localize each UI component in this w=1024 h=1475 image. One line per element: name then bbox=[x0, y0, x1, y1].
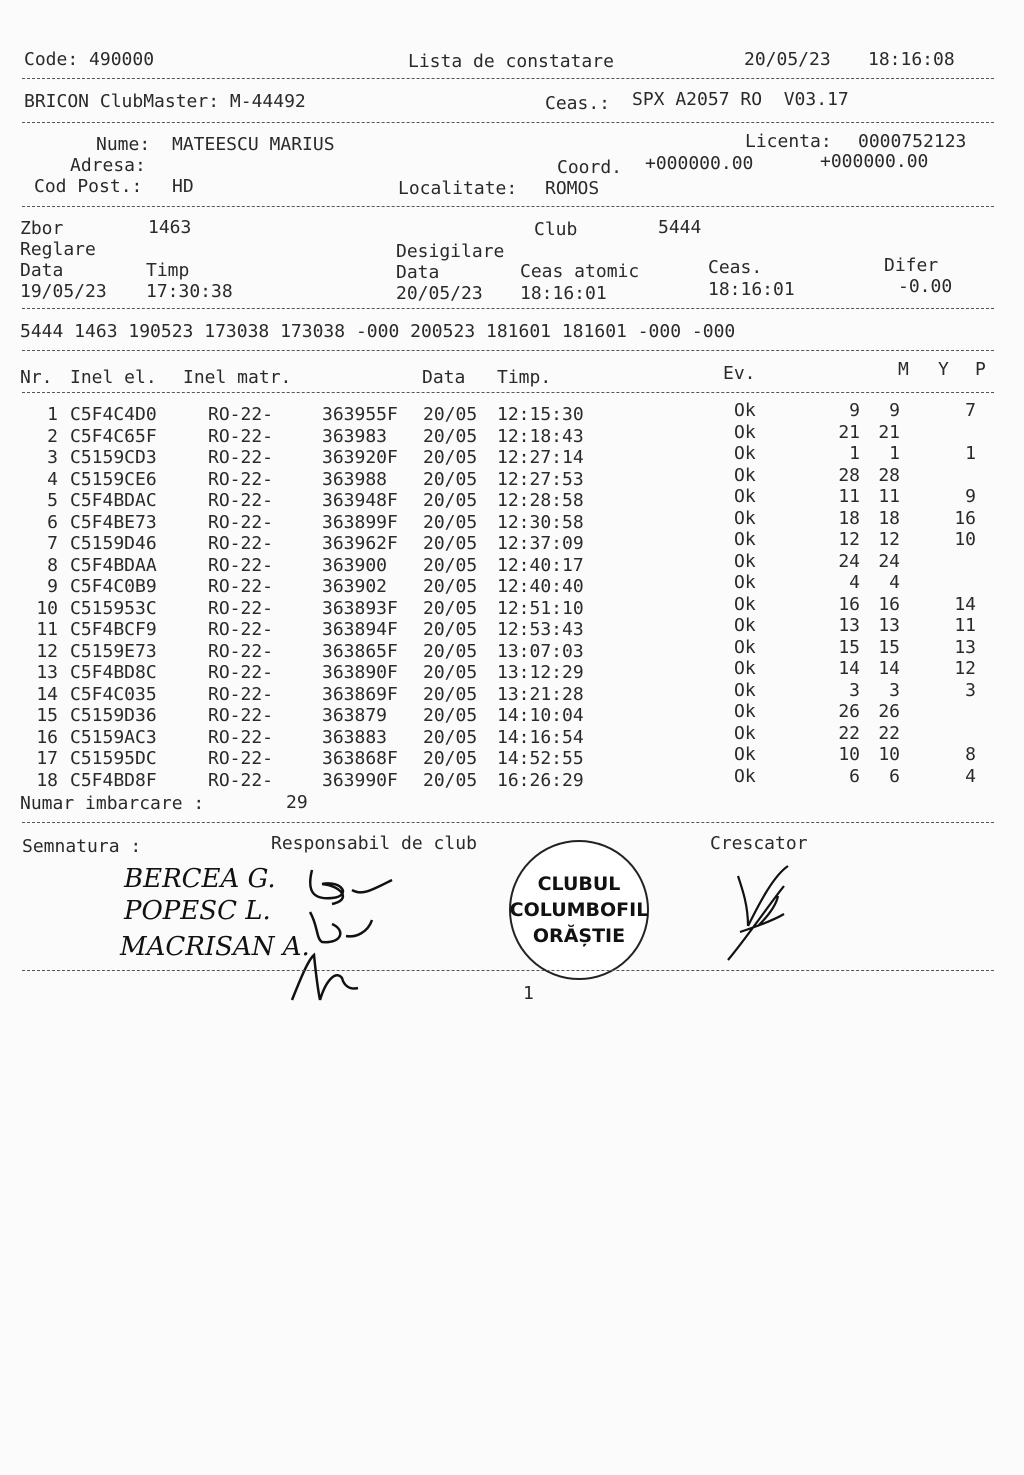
row-ring-prefix: RO-22- bbox=[208, 511, 274, 533]
address-label: Adresa: bbox=[70, 155, 146, 176]
row-m: 18 bbox=[838, 507, 860, 529]
divider bbox=[22, 970, 994, 971]
row-ring-prefix: RO-22- bbox=[208, 769, 274, 791]
setting-time: 17:30:38 bbox=[146, 281, 233, 302]
row-nr: 17 bbox=[36, 748, 58, 769]
row-ring-matr: 363890F bbox=[322, 662, 398, 683]
row-ring-matr: 363893F bbox=[322, 597, 398, 619]
setting-label: Reglare bbox=[20, 239, 96, 260]
row-ev: Ok bbox=[734, 486, 756, 507]
row-date: 20/05 bbox=[423, 576, 478, 597]
club-responsible-label: Responsabil de club bbox=[271, 833, 477, 854]
row-p: 16 bbox=[954, 507, 976, 529]
row-nr: 2 bbox=[47, 425, 58, 447]
row-m: 4 bbox=[849, 572, 860, 593]
row-nr: 11 bbox=[36, 619, 58, 640]
row-y: 13 bbox=[878, 615, 900, 636]
embark-label: Numar imbarcare : bbox=[20, 793, 205, 814]
row-m: 11 bbox=[838, 486, 860, 507]
row-y: 15 bbox=[878, 636, 900, 658]
row-y: 11 bbox=[878, 486, 900, 507]
name-label: Nume: bbox=[96, 134, 151, 155]
row-date: 20/05 bbox=[423, 404, 478, 425]
row-ev: Ok bbox=[734, 679, 756, 701]
col-ev: Ev. bbox=[723, 363, 756, 384]
row-p: 3 bbox=[965, 679, 976, 701]
col-ring-matr: Inel matr. bbox=[183, 367, 292, 388]
row-m: 3 bbox=[849, 679, 860, 701]
row-ring-el: C5F4BDAA bbox=[70, 554, 157, 576]
row-nr: 1 bbox=[47, 404, 58, 425]
row-ring-el: C5F4BD8C bbox=[70, 662, 157, 683]
row-nr: 12 bbox=[36, 640, 58, 662]
row-time: 14:16:54 bbox=[497, 726, 584, 748]
row-ring-el: C5F4C0B9 bbox=[70, 576, 157, 597]
row-nr: 10 bbox=[36, 597, 58, 619]
row-y: 16 bbox=[878, 593, 900, 615]
row-p: 1 bbox=[965, 443, 976, 464]
row-date: 20/05 bbox=[423, 705, 478, 726]
row-m: 16 bbox=[838, 593, 860, 615]
row-ev: Ok bbox=[734, 636, 756, 658]
row-y: 3 bbox=[889, 679, 900, 701]
row-ring-matr: 363899F bbox=[322, 511, 398, 533]
row-ring-el: C5F4BDAC bbox=[70, 490, 157, 511]
row-ring-prefix: RO-22- bbox=[208, 576, 274, 597]
row-nr: 15 bbox=[36, 705, 58, 726]
col-date: Data bbox=[422, 367, 466, 388]
row-p: 4 bbox=[965, 765, 976, 787]
row-y: 22 bbox=[878, 722, 900, 744]
clock-model: SPX A2057 RO V03.17 bbox=[632, 89, 849, 110]
row-ev: Ok bbox=[734, 572, 756, 593]
signer-name: BERCEA G. bbox=[124, 864, 276, 894]
setting-time-label: Timp bbox=[146, 260, 190, 281]
row-y: 24 bbox=[878, 550, 900, 572]
row-ring-matr: 363900 bbox=[322, 554, 388, 576]
row-nr: 18 bbox=[36, 769, 58, 791]
row-date: 20/05 bbox=[423, 748, 478, 769]
row-nr: 13 bbox=[36, 662, 58, 683]
signer-name: MACRISAN A. bbox=[120, 932, 310, 962]
setting-date: 19/05/23 bbox=[20, 281, 107, 302]
coord-label: Coord. bbox=[557, 157, 623, 178]
col-ring-el: Inel el. bbox=[70, 367, 157, 388]
row-ring-prefix: RO-22- bbox=[208, 554, 274, 576]
row-m: 22 bbox=[838, 722, 860, 744]
difference-value: -0.00 bbox=[898, 276, 953, 297]
row-time: 12:53:43 bbox=[497, 619, 584, 640]
col-m: M bbox=[898, 359, 909, 380]
setting-date-label: Data bbox=[20, 260, 64, 281]
row-ring-prefix: RO-22- bbox=[208, 468, 274, 490]
row-nr: 7 bbox=[47, 533, 58, 554]
row-ring-prefix: RO-22- bbox=[208, 640, 274, 662]
col-time: Timp. bbox=[497, 367, 552, 388]
row-y: 9 bbox=[889, 400, 900, 421]
row-time: 13:07:03 bbox=[497, 640, 584, 662]
coord-x: +000000.00 bbox=[645, 153, 754, 174]
license-number: 0000752123 bbox=[858, 131, 967, 152]
row-time: 14:10:04 bbox=[497, 705, 584, 726]
row-y: 14 bbox=[878, 658, 900, 679]
print-time: 18:16:08 bbox=[868, 49, 955, 70]
row-ring-prefix: RO-22- bbox=[208, 425, 274, 447]
row-y: 28 bbox=[878, 464, 900, 486]
breeder-signature bbox=[718, 856, 798, 966]
row-ev: Ok bbox=[734, 765, 756, 787]
row-nr: 16 bbox=[36, 726, 58, 748]
col-p: P bbox=[975, 359, 986, 380]
row-ring-el: C51595DC bbox=[70, 748, 157, 769]
locality-label: Localitate: bbox=[398, 178, 518, 199]
row-ring-el: C5159CD3 bbox=[70, 447, 157, 468]
row-ring-matr: 363902 bbox=[322, 576, 388, 597]
row-nr: 5 bbox=[47, 490, 58, 511]
atomic-clock-label: Ceas atomic bbox=[520, 261, 640, 282]
row-ev: Ok bbox=[734, 529, 756, 550]
postcode: HD bbox=[172, 176, 194, 197]
row-ev: Ok bbox=[734, 744, 756, 765]
row-time: 14:52:55 bbox=[497, 748, 584, 769]
row-nr: 14 bbox=[36, 683, 58, 705]
row-m: 6 bbox=[849, 765, 860, 787]
row-ev: Ok bbox=[734, 400, 756, 421]
row-p: 8 bbox=[965, 744, 976, 765]
flight-number: 1463 bbox=[148, 217, 192, 238]
club-label: Club bbox=[534, 219, 578, 240]
row-ev: Ok bbox=[734, 615, 756, 636]
row-date: 20/05 bbox=[423, 769, 478, 791]
row-y: 4 bbox=[889, 572, 900, 593]
code-line: 5444 1463 190523 173038 173038 -000 200523 181601 181601 -000 -000 bbox=[20, 321, 736, 342]
clock-time-label: Ceas. bbox=[708, 257, 763, 278]
row-ring-matr: 363948F bbox=[322, 490, 398, 511]
row-time: 16:26:29 bbox=[497, 769, 584, 791]
row-m: 10 bbox=[838, 744, 860, 765]
row-time: 12:15:30 bbox=[497, 404, 584, 425]
row-m: 12 bbox=[838, 529, 860, 550]
row-ev: Ok bbox=[734, 550, 756, 572]
row-p: 9 bbox=[965, 486, 976, 507]
stamp-line: CLUBUL bbox=[537, 873, 621, 895]
signature-label: Semnatura : bbox=[22, 836, 142, 857]
handwritten-signatures bbox=[282, 860, 412, 1010]
row-date: 20/05 bbox=[423, 640, 478, 662]
row-ring-matr: 363869F bbox=[322, 683, 398, 705]
row-ring-el: C5159D46 bbox=[70, 533, 157, 554]
row-nr: 3 bbox=[47, 447, 58, 468]
row-time: 12:27:14 bbox=[497, 447, 584, 468]
row-m: 28 bbox=[838, 464, 860, 486]
embark-count: 29 bbox=[286, 792, 308, 813]
row-nr: 8 bbox=[47, 554, 58, 576]
row-date: 20/05 bbox=[423, 726, 478, 748]
row-ring-el: C5F4C035 bbox=[70, 683, 157, 705]
document-title: Lista de constatare bbox=[408, 51, 614, 72]
row-ev: Ok bbox=[734, 421, 756, 443]
system-id: BRICON ClubMaster: M-44492 bbox=[24, 91, 306, 112]
row-m: 26 bbox=[838, 701, 860, 722]
row-m: 13 bbox=[838, 615, 860, 636]
row-ring-prefix: RO-22- bbox=[208, 705, 274, 726]
row-date: 20/05 bbox=[423, 533, 478, 554]
row-p: 13 bbox=[954, 636, 976, 658]
divider bbox=[22, 206, 994, 207]
row-p: 7 bbox=[965, 400, 976, 421]
row-m: 15 bbox=[838, 636, 860, 658]
row-date: 20/05 bbox=[423, 597, 478, 619]
row-time: 12:40:17 bbox=[497, 554, 584, 576]
unseal-date-label: Data bbox=[396, 262, 440, 283]
print-date: 20/05/23 bbox=[744, 49, 831, 70]
row-y: 26 bbox=[878, 701, 900, 722]
row-ring-matr: 363983 bbox=[322, 425, 388, 447]
breeder-label: Crescator bbox=[710, 833, 808, 854]
row-time: 12:30:58 bbox=[497, 511, 584, 533]
row-ring-el: C5F4C4D0 bbox=[70, 404, 157, 425]
divider bbox=[22, 392, 994, 393]
divider bbox=[22, 308, 994, 309]
row-ring-el: C5F4C65F bbox=[70, 425, 157, 447]
row-m: 24 bbox=[838, 550, 860, 572]
row-date: 20/05 bbox=[423, 447, 478, 468]
stamp-line: ORĂȘTIE bbox=[532, 925, 626, 947]
row-ring-el: C5159E73 bbox=[70, 640, 157, 662]
row-ring-el: C5F4BE73 bbox=[70, 511, 157, 533]
row-ev: Ok bbox=[734, 701, 756, 722]
row-y: 10 bbox=[878, 744, 900, 765]
row-nr: 6 bbox=[47, 511, 58, 533]
row-time: 12:37:09 bbox=[497, 533, 584, 554]
row-ev: Ok bbox=[734, 722, 756, 744]
row-nr: 9 bbox=[47, 576, 58, 597]
row-time: 12:18:43 bbox=[497, 425, 584, 447]
row-ring-prefix: RO-22- bbox=[208, 447, 274, 468]
row-nr: 4 bbox=[47, 468, 58, 490]
row-time: 12:27:53 bbox=[497, 468, 584, 490]
row-ev: Ok bbox=[734, 507, 756, 529]
row-ev: Ok bbox=[734, 464, 756, 486]
row-ring-prefix: RO-22- bbox=[208, 490, 274, 511]
row-ring-el: C5F4BCF9 bbox=[70, 619, 157, 640]
row-m: 14 bbox=[838, 658, 860, 679]
row-time: 12:40:40 bbox=[497, 576, 584, 597]
row-ring-el: C5159AC3 bbox=[70, 726, 157, 748]
row-ev: Ok bbox=[734, 593, 756, 615]
row-ring-el: C5159CE6 bbox=[70, 468, 157, 490]
divider bbox=[22, 350, 994, 351]
row-y: 21 bbox=[878, 421, 900, 443]
row-ring-el: C5F4BD8F bbox=[70, 769, 157, 791]
row-ring-el: C5159D36 bbox=[70, 705, 157, 726]
page-number: 1 bbox=[523, 983, 534, 1004]
row-ring-el: C515953C bbox=[70, 597, 157, 619]
row-date: 20/05 bbox=[423, 554, 478, 576]
row-ring-matr: 363868F bbox=[322, 748, 398, 769]
row-ring-matr: 363955F bbox=[322, 404, 398, 425]
row-m: 9 bbox=[849, 400, 860, 421]
row-y: 6 bbox=[889, 765, 900, 787]
stamp-line: COLUMBOFIL bbox=[509, 899, 649, 921]
row-date: 20/05 bbox=[423, 511, 478, 533]
code-label: Code: 490000 bbox=[24, 49, 155, 70]
row-ring-prefix: RO-22- bbox=[208, 726, 274, 748]
row-ring-prefix: RO-22- bbox=[208, 533, 274, 554]
atomic-time: 18:16:01 bbox=[520, 283, 607, 304]
row-ring-matr: 363894F bbox=[322, 619, 398, 640]
divider bbox=[22, 78, 994, 79]
row-ev: Ok bbox=[734, 443, 756, 464]
divider bbox=[22, 122, 994, 123]
row-date: 20/05 bbox=[423, 683, 478, 705]
row-ring-matr: 363988 bbox=[322, 468, 388, 490]
row-time: 13:12:29 bbox=[497, 662, 584, 683]
clock-label: Ceas.: bbox=[545, 93, 611, 114]
row-date: 20/05 bbox=[423, 425, 478, 447]
clock-time: 18:16:01 bbox=[708, 279, 795, 300]
flight-label: Zbor bbox=[20, 218, 64, 239]
signer-name: POPESC L. bbox=[124, 896, 271, 926]
row-ring-prefix: RO-22- bbox=[208, 404, 274, 425]
row-p: 11 bbox=[954, 615, 976, 636]
row-ring-prefix: RO-22- bbox=[208, 619, 274, 640]
row-p: 10 bbox=[954, 529, 976, 550]
row-p: 12 bbox=[954, 658, 976, 679]
row-ring-prefix: RO-22- bbox=[208, 597, 274, 619]
postcode-label: Cod Post.: bbox=[34, 176, 143, 197]
row-ev: Ok bbox=[734, 658, 756, 679]
unseal-date: 20/05/23 bbox=[396, 283, 483, 304]
row-time: 12:51:10 bbox=[497, 597, 584, 619]
unseal-label: Desigilare bbox=[396, 241, 505, 262]
row-date: 20/05 bbox=[423, 662, 478, 683]
row-time: 12:28:58 bbox=[497, 490, 584, 511]
row-y: 18 bbox=[878, 507, 900, 529]
row-ring-prefix: RO-22- bbox=[208, 662, 274, 683]
row-y: 1 bbox=[889, 443, 900, 464]
row-ring-matr: 363962F bbox=[322, 533, 398, 554]
difference-label: Difer bbox=[884, 255, 939, 276]
table-row bbox=[0, 765, 1024, 793]
col-y: Y bbox=[938, 359, 949, 380]
row-ring-matr: 363920F bbox=[322, 447, 398, 468]
club-number: 5444 bbox=[658, 217, 702, 238]
divider bbox=[22, 822, 994, 823]
row-ring-matr: 363883 bbox=[322, 726, 388, 748]
license-label: Licenta: bbox=[745, 131, 832, 152]
row-date: 20/05 bbox=[423, 490, 478, 511]
row-ring-matr: 363990F bbox=[322, 769, 398, 791]
coord-y: +000000.00 bbox=[820, 151, 929, 172]
row-m: 1 bbox=[849, 443, 860, 464]
owner-name: MATEESCU MARIUS bbox=[172, 134, 335, 155]
row-ring-matr: 363865F bbox=[322, 640, 398, 662]
row-m: 21 bbox=[838, 421, 860, 443]
row-time: 13:21:28 bbox=[497, 683, 584, 705]
row-date: 20/05 bbox=[423, 468, 478, 490]
row-date: 20/05 bbox=[423, 619, 478, 640]
row-p: 14 bbox=[954, 593, 976, 615]
col-nr: Nr. bbox=[20, 367, 53, 388]
row-ring-prefix: RO-22- bbox=[208, 683, 274, 705]
row-ring-matr: 363879 bbox=[322, 705, 388, 726]
row-ring-prefix: RO-22- bbox=[208, 748, 274, 769]
locality: ROMOS bbox=[545, 178, 600, 199]
club-stamp bbox=[509, 840, 649, 980]
row-y: 12 bbox=[878, 529, 900, 550]
